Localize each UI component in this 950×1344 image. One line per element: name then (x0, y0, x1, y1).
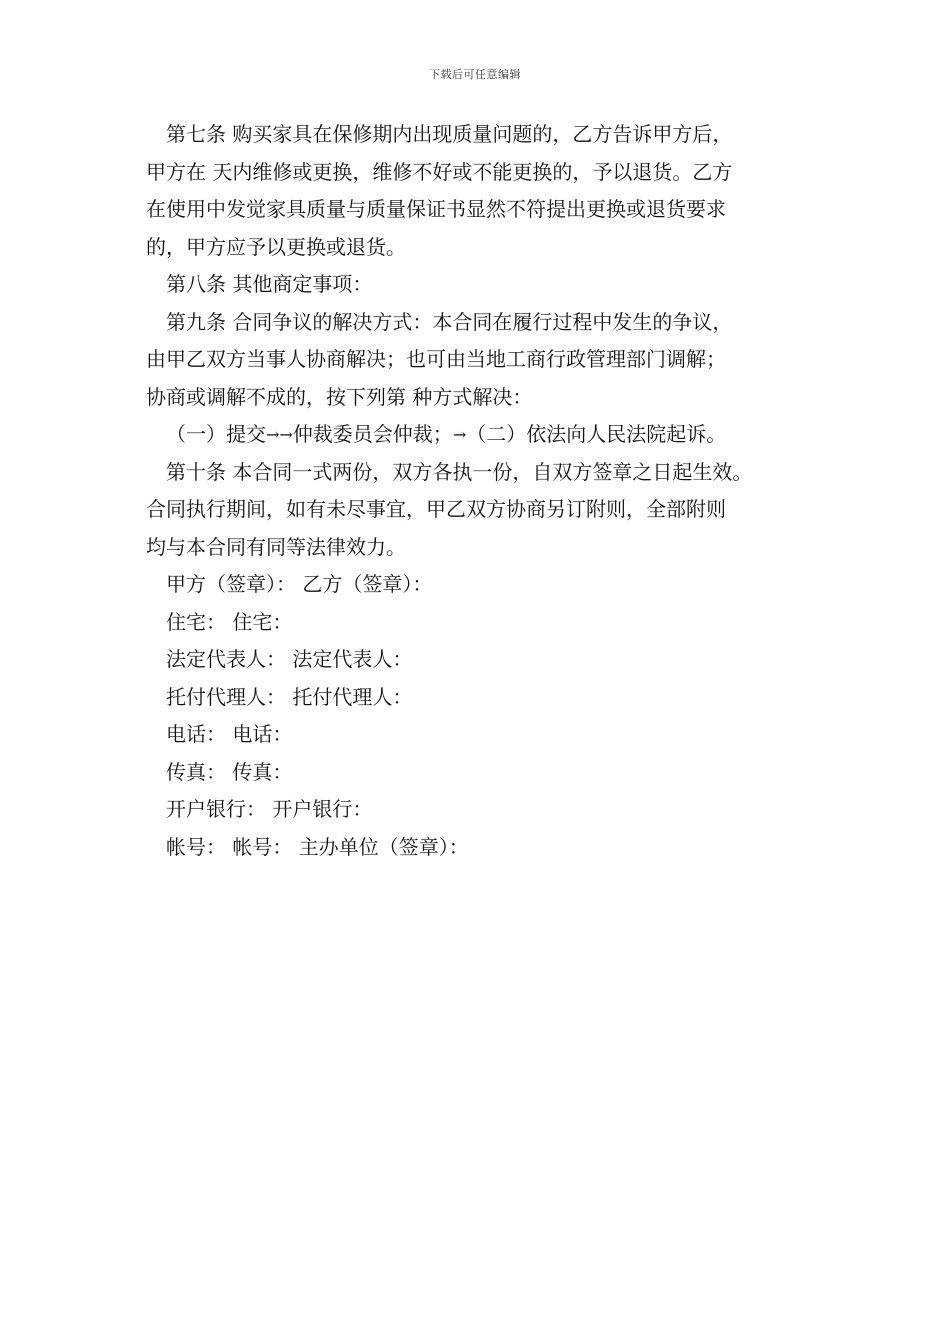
article-9-line-3: 协商或调解不成的，按下列第 种方式解决： (146, 384, 533, 409)
article-9-line-1: 第九条 合同争议的解决方式：本合同在履行过程中发生的争议， (166, 309, 733, 334)
arrow-icon: →→ (266, 425, 293, 444)
article-10-line-1: 第十条 本合同一式两份，双方各执一份，自双方签章之日起生效。 (166, 459, 753, 484)
signature-line: 甲方（签章）： 乙方（签章）： (166, 572, 433, 596)
article-10-line-2: 合同执行期间，如有未尽事宜，甲乙双方协商另订附则，全部附则 (146, 497, 726, 521)
account-line: 帐号： 帐号： 主办单位（签章）： (166, 834, 469, 859)
option-two-text: （二）依法向人民法院起诉。 (466, 422, 727, 446)
arrow-icon: → (452, 425, 467, 444)
option-one-text: （一）提交 (166, 422, 266, 446)
fax-line: 传真： 传真： (166, 759, 293, 784)
contract-body (146, 116, 836, 866)
article-10-line-3: 均与本合同有同等法律效力。 (146, 534, 406, 559)
agent-line: 托付代理人： 托付代理人： (166, 684, 413, 709)
article-7-line-2: 甲方在 天内维修或更换，维修不好或不能更换的，予以退货。乙方 (146, 159, 733, 184)
page-header-note: 下载后可任意编辑 (429, 68, 521, 81)
phone-line: 电话： 电话： (166, 722, 293, 746)
article-7-line-1: 第七条 购买家具在保修期内出现质量问题的，乙方告诉甲方后， (166, 122, 733, 146)
legal-rep-line: 法定代表人： 法定代表人： (166, 647, 413, 671)
bank-line: 开户银行： 开户银行： (166, 797, 373, 821)
article-8-line: 第八条 其他商定事项： (166, 272, 373, 296)
address-line: 住宅： 住宅： (166, 609, 293, 634)
article-7-line-3: 在使用中发觉家具质量与质量保证书显然不符提出更换或退货要求 (146, 197, 726, 221)
option-one-continued: 仲裁委员会仲裁； (292, 422, 453, 446)
dispute-options-line (146, 416, 836, 454)
article-9-line-2: 由甲乙双方当事人协商解决；也可由当地工商行政管理部门调解； (146, 347, 726, 371)
article-7-line-4: 的，甲方应予以更换或退货。 (146, 234, 406, 259)
